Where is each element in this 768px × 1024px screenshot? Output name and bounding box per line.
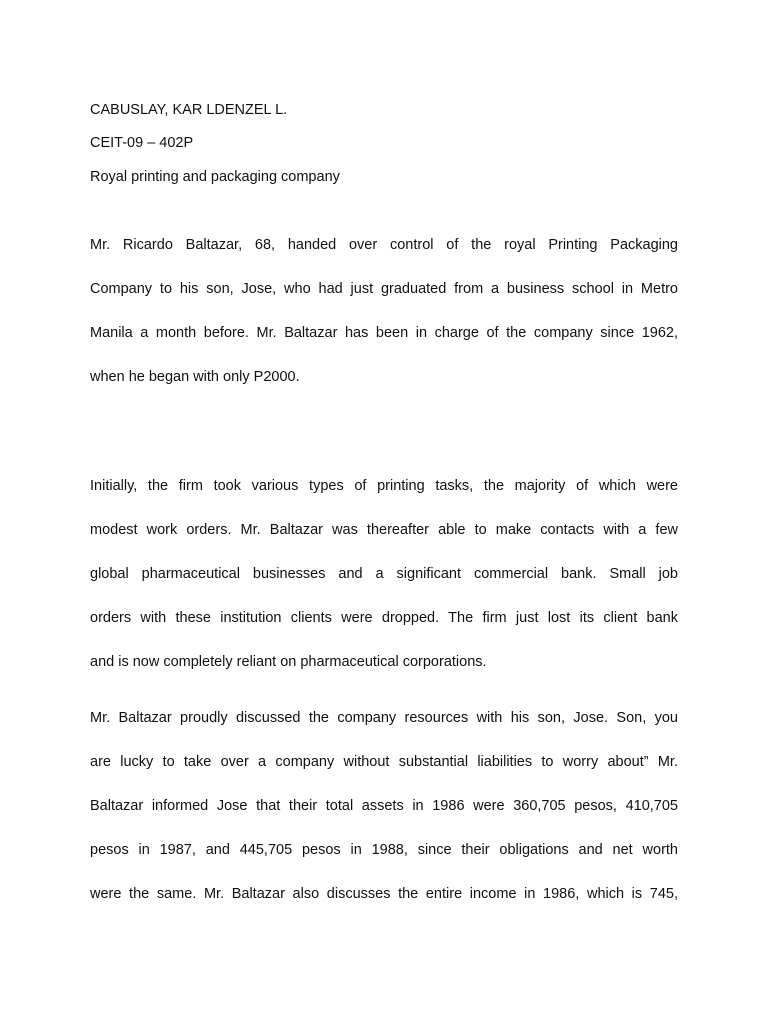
paragraph-line: orders with these institution clients were dropped. The firm just lost its client bank [90,610,678,626]
paragraph-2 [90,477,678,697]
paragraph-line: are lucky to take over a company without substantial liabilities to worry about” Mr. [90,754,678,770]
paragraph-1 [90,236,678,412]
paragraph-line: pesos in 1987, and 445,705 pesos in 1988, since their obligations and net worth [90,842,678,858]
paragraph-line: Company to his son, Jose, who had just graduated from a business school in Metro [90,281,678,297]
paragraph-line: Mr. Ricardo Baltazar, 68, handed over control of the royal Printing Packaging [90,237,678,253]
document-title: Royal printing and packaging company [90,169,340,185]
paragraph-line: were the same. Mr. Baltazar also discusses the entire income in 1986, which is 745, [90,886,678,902]
paragraph-line: Manila a month before. Mr. Baltazar has been in charge of the company since 1962, [90,325,678,341]
paragraph-line: Baltazar informed Jose that their total assets in 1986 were 360,705 pesos, 410,705 [90,798,678,814]
paragraph-3 [90,709,678,929]
paragraph-line: Mr. Baltazar proudly discussed the company resources with his son, Jose. Son, you [90,710,678,726]
author-name: CABUSLAY, KAR LDENZEL L. [90,102,288,118]
paragraph-line: and is now completely reliant on pharmaceutical corporations. [90,654,487,670]
paragraph-line: global pharmaceutical businesses and a significant commercial bank. Small job [90,566,678,582]
paragraph-line: when he began with only P2000. [90,369,300,385]
paragraph-line: modest work orders. Mr. Baltazar was thereafter able to make contacts with a few [90,522,678,538]
section-code: CEIT-09 – 402P [90,135,194,151]
paragraph-line: Initially, the firm took various types of printing tasks, the majority of which were [90,478,678,494]
